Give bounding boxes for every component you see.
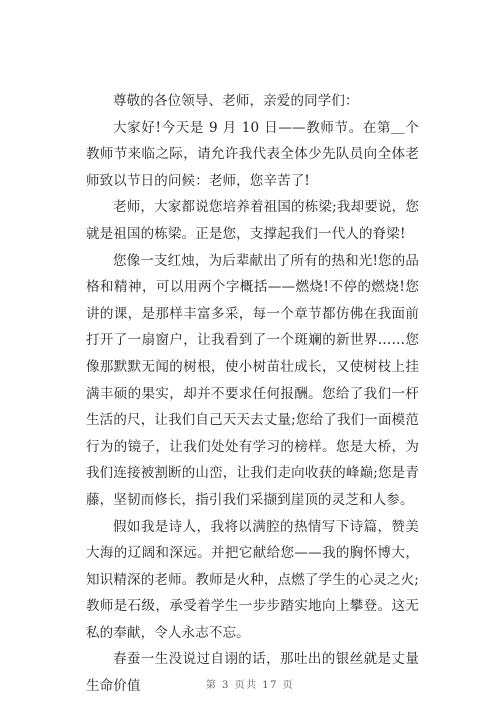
poet-paragraph: 假如我是诗人，我将以满腔的热情写下诗篇，赞美大海的辽阔和深远。并把它献给您——我的胸怀博大，知识精深的老师。教师是火种，点燃了学生的心灵之火;教师是石级，承受着学生一步步踏实地向上攀登。这无私的奉献，令人永志不忘。 [86,518,419,641]
candle-paragraph: 您像一支红烛，为后辈献出了所有的热和光!您的品格和精神，可以用两个字概括——燃烧!不停的燃烧!您讲的课，是那样丰富多采，每一个章节都仿佛在我面前打开了一扇窗户，让我看到了一个斑斓的新世界……您像那默默无闻的树根，使小树苗壮成长，又使树枝上挂满丰硕的果实，却并不要求任何报酬。您给了我们一杆生活的尺，让我们自己天天去丈量;您给了我们一面模范行为的镜子，让我们处处有学习的榜样。您是大桥，为我们连接被割断的山峦，让我们走向收获的峰巅;您是青藤，坚韧而修长，指引我们采撷到崖顶的灵芝和人参。 [86,252,419,508]
document-body [86,88,419,700]
page-number-footer: 第 3 页共 17 页 [205,680,295,691]
greeting-paragraph: 大家好!今天是 9 月 10 日——教师节。在第＿个教师节来临之际，请允许我代表全体少先队员向全体老师致以节日的问候：老师，您辛苦了! [86,119,419,189]
pillar-paragraph: 老师，大家都说您培养着祖国的栋梁;我却要说，您就是祖国的栋梁。正是您，支撑起我们一代人的脊梁! [86,199,419,242]
salutation-paragraph: 尊敬的各位领导、老师，亲爱的同学们： [113,93,359,109]
silkworm-paragraph: 春蚕一生没说过自诩的话，那吐出的银丝就是丈量生命价值 [86,651,419,695]
